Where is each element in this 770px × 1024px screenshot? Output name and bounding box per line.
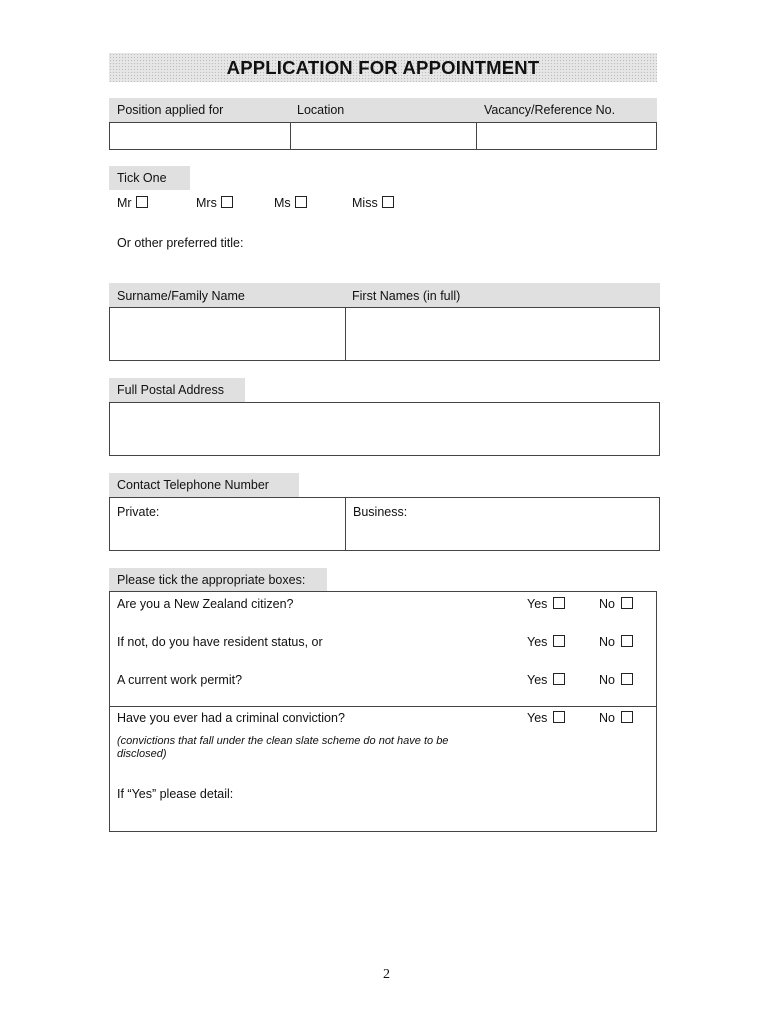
clean-slate-note: (convictions that fall under the clean slate scheme do not have to be disclosed) — [117, 735, 449, 760]
business-phone-field[interactable] — [345, 497, 660, 551]
permit-no[interactable] — [599, 673, 633, 687]
vacancy-field[interactable] — [476, 122, 657, 150]
status-heading-label: Please tick the appropriate boxes: — [117, 573, 306, 587]
permit-yes[interactable] — [527, 673, 565, 687]
checkbox[interactable] — [553, 635, 565, 647]
question-work-permit: A current work permit? — [117, 673, 243, 687]
detail-label: If “Yes” please detail: — [117, 787, 234, 801]
conviction-no[interactable] — [599, 711, 633, 725]
checkbox[interactable] — [553, 673, 565, 685]
page-number: 2 — [383, 967, 390, 982]
location-label: Location — [297, 103, 345, 117]
tick-one-heading — [109, 166, 190, 190]
private-phone-field[interactable] — [109, 497, 346, 551]
position-label: Position applied for — [117, 103, 224, 117]
first-names-field[interactable] — [345, 307, 660, 361]
title-option-label: Mr — [117, 196, 132, 210]
checkbox[interactable] — [295, 196, 307, 208]
no-label: No — [599, 597, 615, 611]
no-label: No — [599, 635, 615, 649]
yes-label: Yes — [527, 597, 548, 611]
resident-yes[interactable] — [527, 635, 565, 649]
question-citizen: Are you a New Zealand citizen? — [117, 597, 294, 611]
question-resident: If not, do you have resident status, or — [117, 635, 323, 649]
tick-one-label: Tick One — [117, 171, 167, 185]
checkbox[interactable] — [553, 597, 565, 609]
resident-no[interactable] — [599, 635, 633, 649]
phone-label: Contact Telephone Number — [117, 478, 269, 492]
address-heading — [109, 378, 245, 402]
surname-label: Surname/Family Name — [117, 289, 245, 303]
checkbox[interactable] — [382, 196, 394, 208]
conviction-yes[interactable] — [527, 711, 565, 725]
title-banner — [109, 53, 657, 82]
title-option-label: Mrs — [196, 196, 217, 210]
title-option-mr[interactable] — [117, 196, 148, 210]
no-label: No — [599, 711, 615, 725]
title-option-miss[interactable] — [352, 196, 394, 210]
status-divider — [109, 706, 657, 707]
checkbox[interactable] — [221, 196, 233, 208]
checkbox[interactable] — [621, 711, 633, 723]
business-phone-label: Business: — [353, 505, 408, 519]
surname-field[interactable] — [109, 307, 346, 361]
title-option-label: Ms — [274, 196, 291, 210]
question-conviction: Have you ever had a criminal conviction? — [117, 711, 345, 725]
location-field[interactable] — [290, 122, 477, 150]
vacancy-label: Vacancy/Reference No. — [484, 103, 616, 117]
position-field[interactable] — [109, 122, 291, 150]
yes-label: Yes — [527, 673, 548, 687]
citizen-no[interactable] — [599, 597, 633, 611]
status-heading — [109, 568, 327, 592]
checkbox[interactable] — [621, 597, 633, 609]
address-field[interactable] — [109, 402, 660, 456]
detail-field[interactable] — [112, 805, 654, 829]
checkbox[interactable] — [136, 196, 148, 208]
page-title: APPLICATION FOR APPOINTMENT — [226, 56, 540, 78]
other-title-label: Or other preferred title: — [117, 236, 244, 250]
no-label: No — [599, 673, 615, 687]
checkbox[interactable] — [621, 635, 633, 647]
private-phone-label: Private: — [117, 505, 160, 519]
phone-heading — [109, 473, 299, 497]
yes-label: Yes — [527, 711, 548, 725]
citizen-yes[interactable] — [527, 597, 565, 611]
title-option-ms[interactable] — [274, 196, 307, 210]
title-option-mrs[interactable] — [196, 196, 233, 210]
yes-label: Yes — [527, 635, 548, 649]
title-option-label: Miss — [352, 196, 378, 210]
address-label: Full Postal Address — [117, 383, 224, 397]
checkbox[interactable] — [621, 673, 633, 685]
first-names-label: First Names (in full) — [352, 289, 461, 303]
checkbox[interactable] — [553, 711, 565, 723]
